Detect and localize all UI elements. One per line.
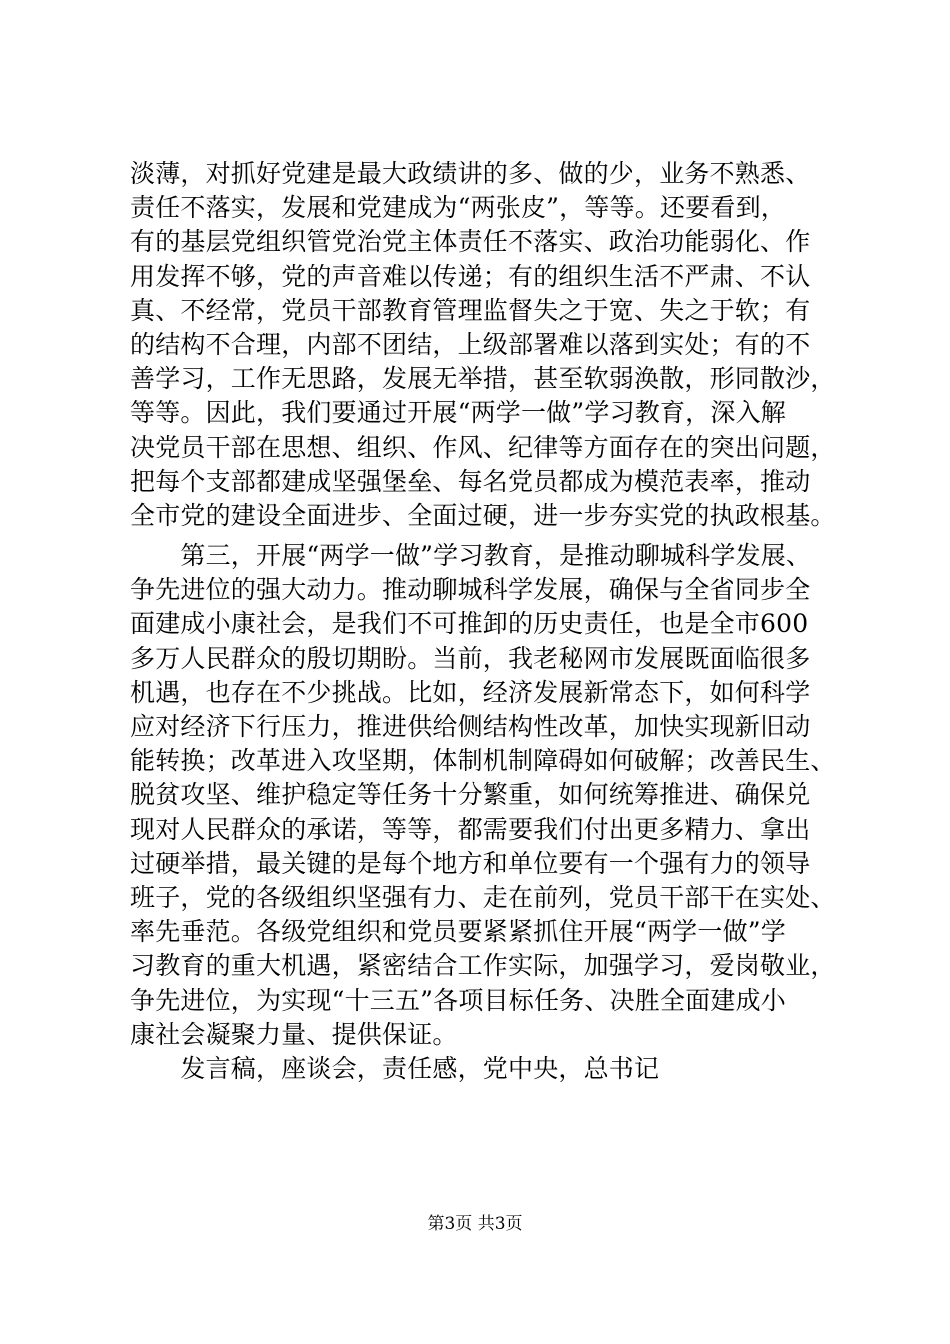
text-line: 能转换；改革进入攻坚期，体制机制障碍如何破解；改善民生、 (130, 746, 836, 776)
text-line: 用发挥不够，党的声音难以传递；有的组织生活不严肃、不认 (130, 261, 811, 291)
text-line: 的结构不合理，内部不团结，上级部署难以落到实处；有的不 (130, 330, 811, 359)
text-line: 第三，开展“两学一做”学习教育，是推动聊城科学发展、 (130, 541, 812, 570)
text-line: 应对经济下行压力，推进供给侧结构性改革，加快实现新旧动 (130, 712, 811, 741)
text-line: 现对人民群众的承诺，等等，都需要我们付出更多精力、拿出 (130, 814, 811, 844)
text-line: 等等。因此，我们要通过开展“两学一做”学习教育，深入解 (130, 398, 786, 428)
text-line: 过硬举措，最关键的是每个地方和单位要有一个强有力的领导 (130, 848, 811, 878)
text-line: 有的基层党组织管党治党主体责任不落实、政治功能弱化、作 (130, 227, 811, 257)
text-line: 全市党的建设全面进步、全面过硬，进一步夯实党的执政根基。 (130, 501, 836, 530)
text-line: 率先垂范。各级党组织和党员要紧紧抓住开展“两学一做”学 (130, 917, 786, 947)
text-line: 善学习，工作无思路，发展无举措，甚至软弱涣散，形同散沙， (130, 364, 836, 394)
text-line: 争先进位，为实现“十三五”各项目标任务、决胜全面建成小 (130, 985, 786, 1015)
text-line: 争先进位的强大动力。推动聊城科学发展，确保与全省同步全 (130, 575, 811, 605)
text-line: 把每个支部都建成坚强堡垒、每名党员都成为模范表率，推动 (130, 466, 811, 496)
text-line: 机遇，也存在不少挑战。比如，经济发展新常态下，如何科学 (130, 677, 811, 707)
text-line: 习教育的重大机遇，紧密结合工作实际，加强学习，爱岗敬业， (130, 951, 836, 981)
page-footer: 第3页 共3页 (427, 1214, 523, 1234)
text-line: 班子，党的各级组织坚强有力、走在前列，党员干部干在实处、 (130, 883, 836, 912)
text-line: 脱贫攻坚、维护稳定等任务十分繁重，如何统筹推进、确保兑 (130, 780, 811, 810)
text-line: 多万人民群众的殷切期盼。当前，我老秘网市发展既面临很多 (130, 643, 811, 673)
text-line: 康社会凝聚力量、提供保证。 (130, 1019, 458, 1049)
text-line: 面建成小康社会，是我们不可推卸的历史责任，也是全市600 (130, 609, 809, 639)
keywords-line: 发言稿，座谈会，责任感，党中央，总书记 (130, 1054, 660, 1083)
text-line: 淡薄，对抓好党建是最大政绩讲的多、做的少，业务不熟悉、 (130, 159, 811, 188)
text-line: 责任不落实，发展和党建成为“两张皮”，等等。还要看到， (130, 193, 786, 223)
text-line: 真、不经常，党员干部教育管理监督失之于宽、失之于软；有 (130, 295, 811, 325)
text-line: 决党员干部在思想、组织、作风、纪律等方面存在的突出问题， (130, 432, 836, 462)
